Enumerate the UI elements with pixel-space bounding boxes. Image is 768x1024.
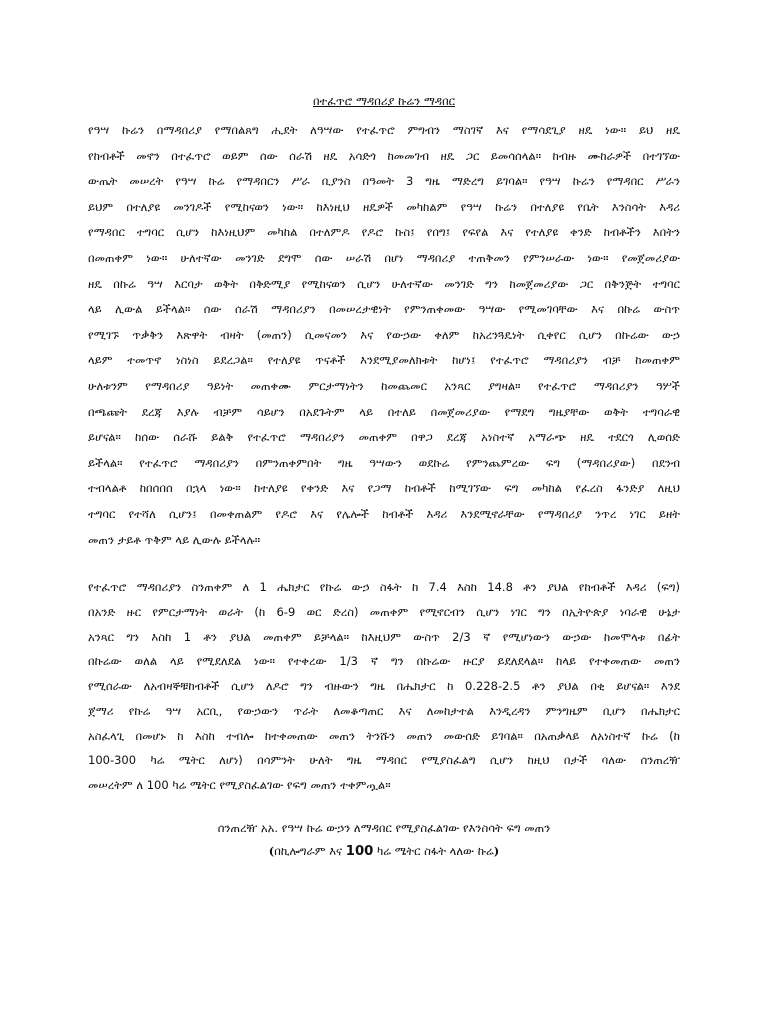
text-line: ተብላልቶ ከበሰበሰ በኋላ ነው። ከተለያዩ የቀንድ እና የጋማ ከብቶች ከሚገኘው ፍግ መካከል የፈረስ ፋንድያ ለዚህ <box>88 481 680 496</box>
text-line: ይሆናል። ከሰው ሰራሹ ይልቅ የተፈጥሮ ማዳበሪያን መጠቀም በዋጋ ደረጃ አነስተኛ አማራጭ ዘዴ ተደርጎ ሊወሰድ <box>88 430 680 445</box>
caption-area-value: 100 <box>345 844 374 859</box>
text-line: 100-300 ካሬ ሜትር ለሆነ) በሳምንት ሁለት ግዜ ማዳበር የሚያስፈልግ ሲሆን ከዚህ በታች ባለው ሰንጠረዥ <box>88 753 680 768</box>
text-line: ላይ ሊውል ይችላል። ሰው ሰራሽ ማዳበሪያን በመሠረታዊነት የምንጠቀመው ዓሣው የሚመገባቸው እና በኩሬ ውስጥ <box>88 302 680 317</box>
document-title <box>88 89 680 113</box>
text-line: የሚገኙ ጥቃቅን እጽዋት ብዛት (መጠን) ሲመናመን እና የውኃው ቀለም ከአረንጓዴነት ሲቀየር ሲሆን በኩሬው ውኃ <box>88 327 680 342</box>
text-line: ተግባር የተሻለ ሲሆን፤ በመቀጠልም የዶሮ እና የሌሎች ከብቶች እዳሪ እንደሚኖራቸው የማዳበሪያ ንጥረ ነገር ይዘት <box>88 506 680 521</box>
text-line: መጠን ታይቶ ጥቅም ላይ ሊውሉ ይችላሉ። <box>88 532 261 547</box>
caption-open-paren: ( <box>268 844 275 858</box>
caption-area-text: ካሬ ሜትር ስፋት ላለው ኩሬ <box>377 844 494 858</box>
text-line: ይችላል። የተፈጥሮ ማዳበሪያን በምንጠቀምበት ግዜ ዓሣውን ወደኩሬ የምንጨምረው ፍግ (ማዳበሪያው) በደንብ <box>88 455 680 470</box>
text-line: አስፈላጊ በመሆኑ ከ እስከ ተብሎ ከተቀመጠው መጠን ትንሹን መጠን መውሰድ ይገባል። በአጠቃላይ ለአነስተኛ ኩሬ (ከ <box>88 728 680 743</box>
text-line: በአንድ ዙር የምርታማነት ወራት (ከ 6-9 ወር ድረስ) መጠቀም የሚኖርብን ሲሆን ነገር ግን በኢትዮጵያ ነባራዊ ሁኔታ <box>88 604 680 619</box>
paragraph-1 <box>88 118 680 553</box>
table-caption-title: ሰንጠረዥ አአ. የዓሣ ኩሬ ውኃን ለማዳበር የሚያስፈልገው የእንስሳት ፍግ መጠን <box>217 821 551 835</box>
text-line: በኩሬው ወለል ላይ የሚደለደል ነው። የተቀረው 1/3 ኛ ግን በኩሬው ዙርያ ይደለደላል። ከላይ የተቀመጠው መጠን <box>88 654 680 669</box>
text-line: በመጠቀም ነው። ሁለተኛው መንገድ ደግሞ ሰው ሠራሽ በሆነ ማዳበሪያ ተጠቅመን የምንሠራው ነው። የመጀመሪያው <box>88 250 680 265</box>
table-caption-subtitle <box>88 840 680 863</box>
text-line: የከብቶች መኖን በተፈጥሮ ወይም ሰው ሰራሽ ዘዴ አሳድጎ ከመመገብ ዘዴ ጋር ይመሳሰላል። ከብዙ ሙከራዎች በተገኘው <box>88 148 680 163</box>
text-line: የተፈጥሮ ማዳበሪያን ስንጠቀም ለ 1 ሔክታር የኩሬ ውኃ ስፋት ከ 7.4 እስከ 14.8 ቶን ያህል የከብቶች እዳሪ (ፍግ) <box>88 580 680 594</box>
text-line: በጫጩት ደረጃ እያሉ ብቻም ሳይሆን በአደጉትም ላይ በተለይ በመጀመሪያው የማደግ ግዜያቸው ወቅት ተግባራዊ <box>88 404 680 419</box>
paragraph-2 <box>88 575 680 798</box>
text-line: መሠረትም ለ 100 ካሬ ሜትር የሚያስፈልገው የፍግ መጠን ተቀምጧል። <box>88 778 391 792</box>
caption-unit-text: በኪሎግራም እና <box>274 844 343 858</box>
table-caption <box>88 817 680 863</box>
text-line: ውጤት መሠረት የዓሣ ኩሬ የማዳበርን ሥራ ቢያንስ በዓመት 3 ግዜ ማድረግ ይገባል። የዓሣ ኩሬን የማዳበር ሥራን <box>88 174 680 189</box>
text-line: የሚሰራው ለአብዛኞቹከብቶች ሲሆን ለዶሮ ግን ብዙውን ግዜ በሔክታር ከ 0.228-2.5 ቶን ያህል በቂ ይሆናል። እንደ <box>88 679 680 693</box>
text-line: የማዳበር ተግባር ሲሆን ከእነዚህም መካከል በተለምዶ የዶሮ ኩስ፤ የበግ፤ የፍየል እና የተለያዩ ቀንድ ከብቶችን እበትን <box>88 225 680 240</box>
text-line: ላይም ተመጥኖ ነስነስ ይደረጋል። የተለያዩ ጥናቶች እንደሚያመለክቱት ከሆነ፤ የተፈጥሮ ማዳበሪያን ብቻ ከመጠቀም <box>88 353 680 368</box>
text-line: ዘዴ በኩሬ ዓሣ እርባታ ወቅት በቅድሚያ የሚከናወን ሲሆን ሁለተኛው መንገድ ግን ከመጀመሪያው ጋር በቅንጅት ተግባር <box>88 276 680 291</box>
text-line: የዓሣ ኩሬን በማዳበሪያ የማበልጸግ ሒደት ለዓሣው የተፈጥሮ ምግብን ማስገኛ እና የማሳደጊያ ዘዴ ነው። ይህ ዘዴ <box>88 123 680 137</box>
text-line: ጀማሪ የኩሬ ዓሣ አርቢ, የውኃውን ጥራት ለመቆጣጠር እና ለመከታተል እንዲረዳን ምንግዜም ቢሆን በሔክታር <box>88 703 680 718</box>
text-line: አንጻር ግን እስከ 1 ቶን ያህል መጠቀም ይቻላል። ከእዚህም ውስጥ 2/3 ኛ የሚሆነውን ውኃው ከመሞላቱ በፊት <box>88 629 680 644</box>
text-line: ሁለቱንም የማዳበሪያ ዓይነት መጠቀሙ ምርታማነትን ከመጨመር አንጻር ያግዛል። የተፈጥሮ ማዳበሪያን ዓሦች <box>88 378 680 393</box>
caption-close-paren: ) <box>493 844 500 858</box>
text-line: ይህም በተለያዩ መንገዶች የሚከናወን ነው። ከእነዚህ ዘዴዎች መካከልም የዓሣ ኩሬን በተለያዩ የቤት እንስሳት እዳሪ <box>88 199 680 214</box>
document-title-text: በተፈጥሮ ማዳበሪያ ኩሬን ማዳበር <box>312 94 456 108</box>
